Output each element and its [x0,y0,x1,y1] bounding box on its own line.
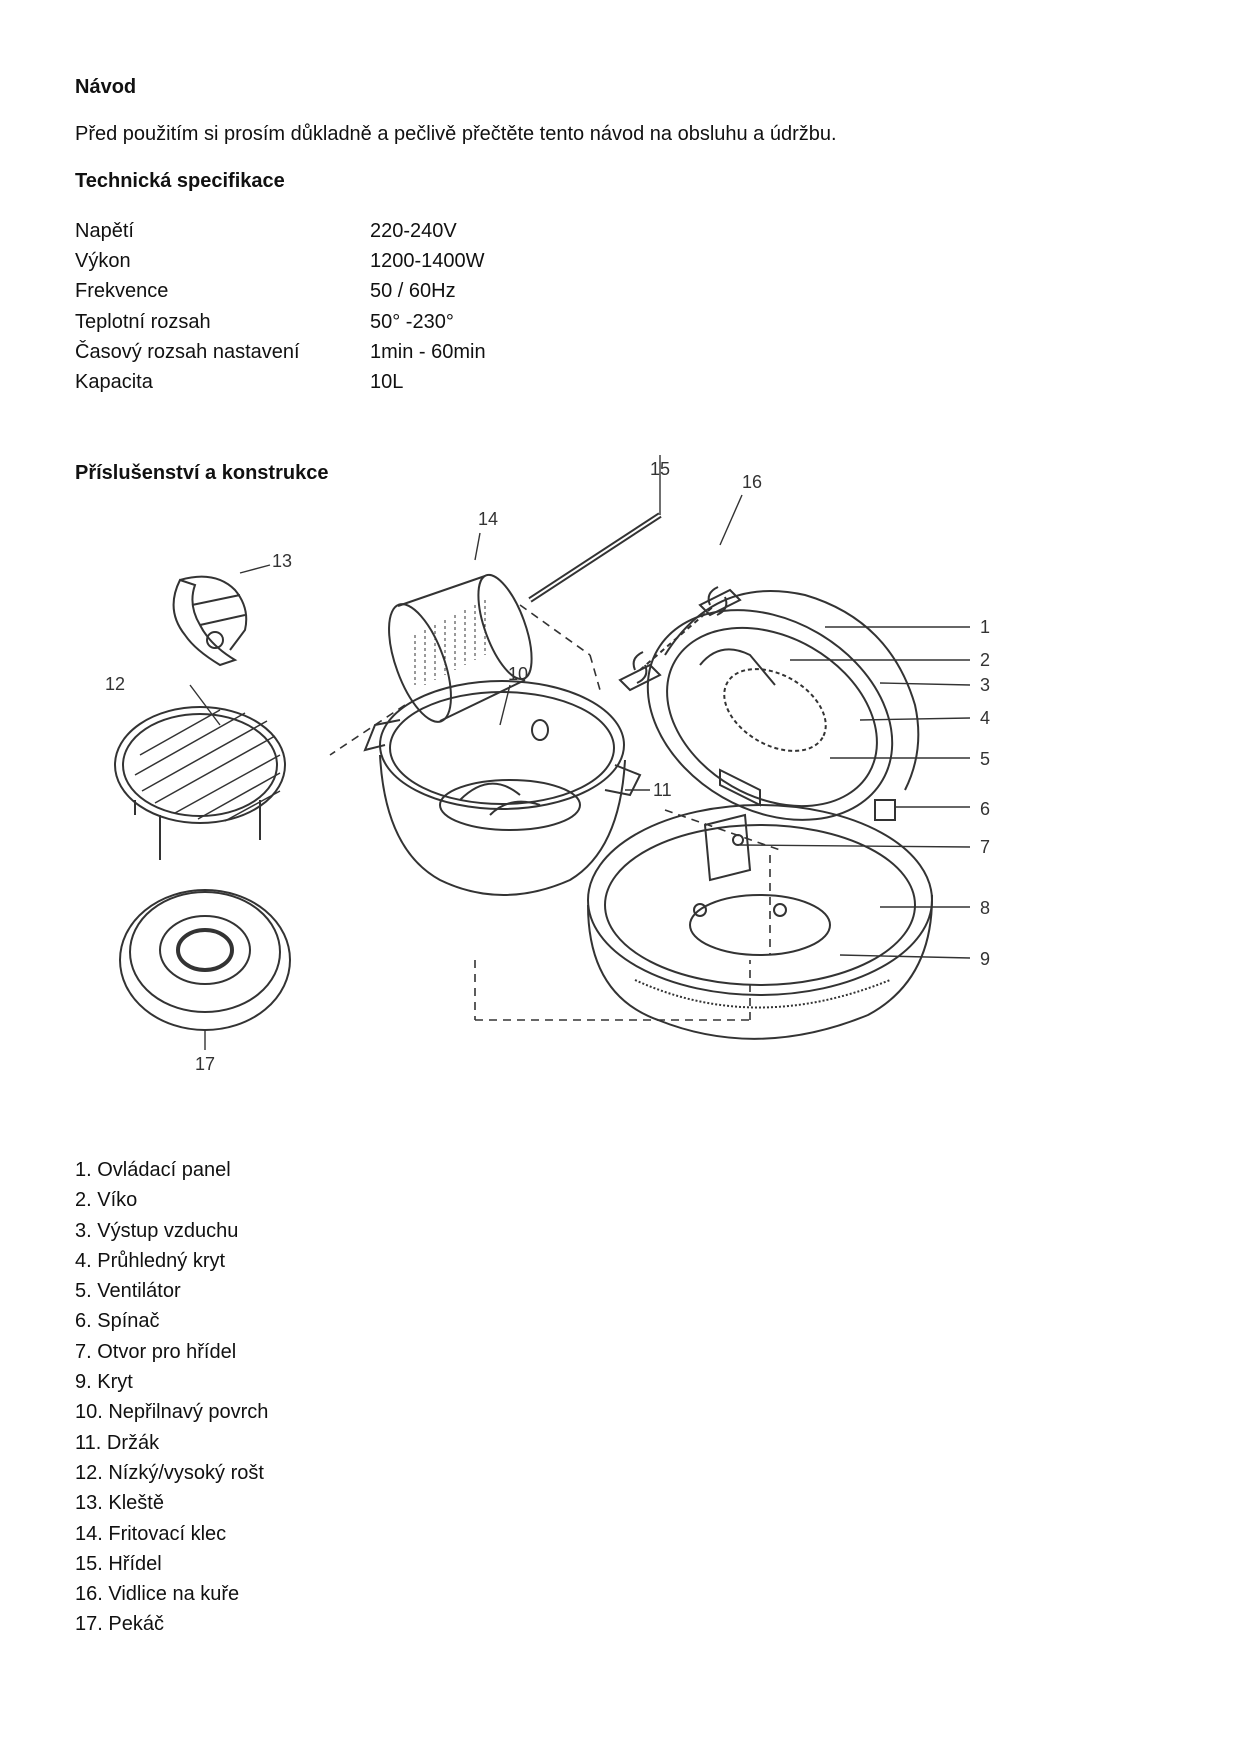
legend-item: 1. Ovládací panel [75,1159,231,1181]
legend-item: 13. Kleště [75,1492,164,1515]
callout-11: 11 [653,780,672,800]
exploded-diagram [80,455,1040,1145]
base-drawing [588,805,932,1039]
spec-row [75,367,486,397]
legend-item: 2. Víko [75,1189,138,1212]
spec-value: 220-240V [370,220,457,242]
spec-label: Frekvence [75,280,169,303]
legend-item: 14. Fritovací klec [75,1522,227,1545]
legend-item: 12. Nízký/vysoký rošt [75,1461,264,1484]
spec-value: 50° -230° [370,310,454,333]
baking-tray-drawing [120,890,290,1030]
spec-value: 1200-1400W [370,250,485,273]
callout-16: 16 [742,472,763,492]
spec-row [75,246,486,276]
rack-drawing [115,707,285,860]
spec-heading: Technická specifikace [75,170,285,192]
callout-12: 12 [105,674,126,694]
spec-table [75,216,486,397]
spec-value: 1min - 60min [370,340,486,363]
callout-leaders [190,455,970,1050]
spec-row [75,276,486,306]
spec-label: Teplotní rozsah [75,310,211,333]
spec-row [75,216,486,246]
page-title: Návod [75,76,137,98]
legend-item: 3. Výstup vzduchu [75,1219,239,1242]
legend-item: 17. Pekáč [75,1613,164,1636]
callout-10: 10 [508,664,529,684]
accessories-heading: Příslušenství a konstrukce [75,462,329,484]
callout-numbers [105,459,990,1074]
callout-6: 6 [980,799,991,819]
legend-item: 5. Ventilátor [75,1280,181,1303]
callout-1: 1 [980,617,991,637]
callout-17: 17 [195,1054,216,1074]
callout-9: 9 [980,949,991,969]
legend-item: 15. Hřídel [75,1552,162,1575]
legend-item: 10. Nepřilnavý povrch [75,1401,269,1424]
callout-7: 7 [980,837,991,857]
legend-item: 4. Průhledný kryt [75,1249,226,1272]
legend-item: 6. Spínač [75,1310,160,1333]
spec-value: 10L [370,370,404,393]
lid-drawing [610,568,930,863]
frying-basket-drawing [376,568,542,729]
shaft-drawing [530,515,660,600]
callout-14: 14 [478,509,499,529]
intro-text: Před použitím si prosím důkladně a pečlivě přečtěte tento návod na obsluhu a údržbu. [75,123,837,145]
spec-label: Časový rozsah nastavení [75,340,300,363]
spec-row [75,307,486,337]
parts-legend [75,1155,268,1640]
callout-2: 2 [980,650,991,670]
spec-row [75,337,486,367]
callout-4: 4 [980,708,991,728]
spec-label: Kapacita [75,370,153,393]
callout-15: 15 [650,459,671,479]
spec-label: Napětí [75,220,134,242]
callout-8: 8 [980,898,991,918]
callout-3: 3 [980,675,991,695]
spec-value: 50 / 60Hz [370,280,456,303]
tongs-drawing [174,577,247,665]
legend-item: 16. Vidlice na kuře [75,1583,240,1606]
legend-item: 7. Otvor pro hřídel [75,1340,237,1363]
callout-13: 13 [272,551,293,571]
legend-item: 9. Kryt [75,1371,133,1394]
assembly-guide-lines [330,605,780,1020]
spec-label: Výkon [75,250,131,273]
legend-item: 11. Držák [75,1431,160,1454]
callout-5: 5 [980,749,991,769]
